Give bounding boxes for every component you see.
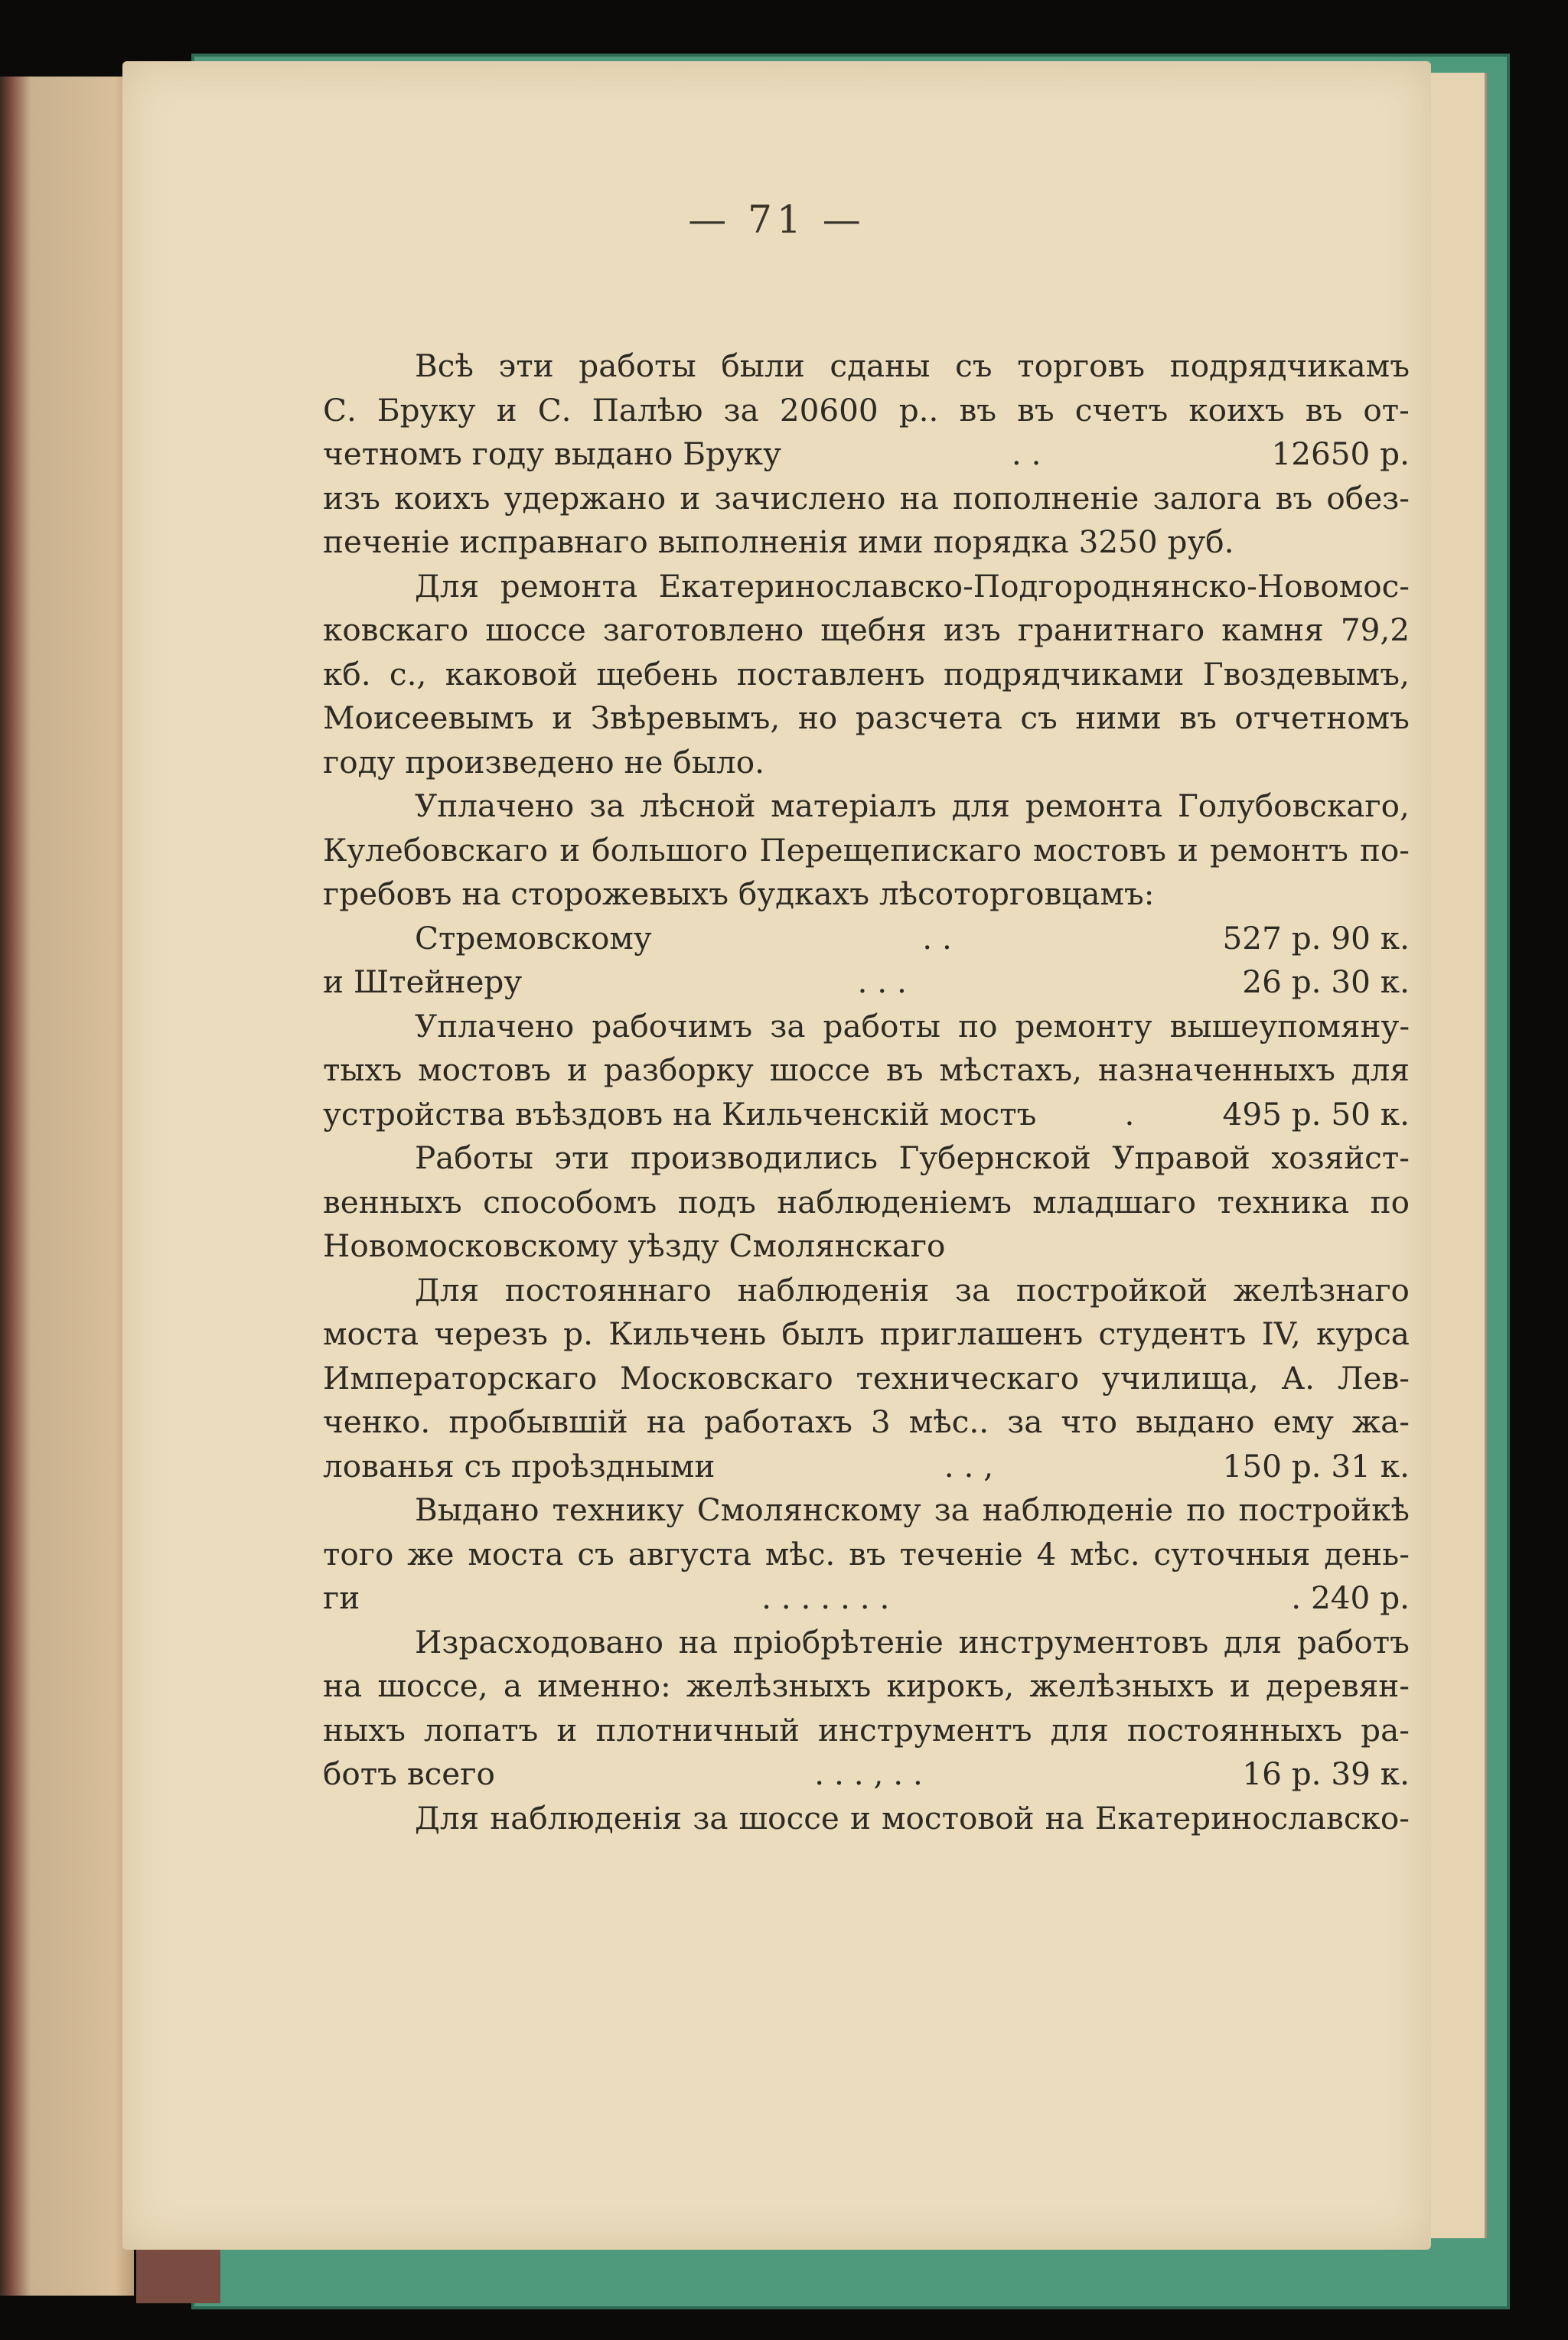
- leader-dots: .: [1124, 1095, 1135, 1133]
- word: 79,2: [1340, 611, 1410, 648]
- word: наблюденія: [490, 1799, 683, 1836]
- book-page: [122, 61, 1431, 2250]
- word: Работы: [415, 1139, 533, 1176]
- word: Лев-: [1337, 1359, 1410, 1397]
- word: 4: [1036, 1535, 1057, 1572]
- word: Выдано: [415, 1491, 540, 1528]
- word: щебень: [596, 655, 719, 693]
- word: мѣстахъ,: [939, 1051, 1083, 1088]
- word: наблюденіе: [982, 1491, 1174, 1528]
- word: шоссе,: [377, 1667, 488, 1704]
- leader-dots: . . . , . .: [814, 1755, 923, 1792]
- word: жа-: [1351, 1403, 1410, 1440]
- text-line: [323, 1048, 1410, 1093]
- word: 3: [870, 1403, 891, 1440]
- word: что: [1061, 1403, 1117, 1440]
- word: но: [797, 699, 838, 736]
- entry-amount: 16 р. 39 к.: [1242, 1755, 1410, 1792]
- word: постройкѣ: [1238, 1491, 1410, 1528]
- word: на: [323, 1667, 363, 1704]
- line-text: гребовъ на сторожевыхъ будкахъ лѣсоторговцамъ:: [323, 875, 1155, 912]
- word: инструментовъ: [958, 1623, 1209, 1660]
- word: для: [1050, 1711, 1109, 1748]
- word: мѣс..: [908, 1403, 989, 1440]
- word: техника: [1217, 1183, 1350, 1221]
- word: на: [646, 1403, 686, 1440]
- word: гранитнаго: [1017, 611, 1205, 648]
- word: разборку: [603, 1051, 754, 1088]
- word: и: [496, 391, 517, 429]
- word: Гвоздевымъ,: [1202, 655, 1410, 693]
- word: съ: [1020, 699, 1058, 736]
- leader-dots: . . .: [857, 963, 907, 1000]
- text-line: [323, 1269, 1410, 1313]
- word: кб.: [323, 655, 371, 693]
- entry-amount: . 240 р.: [1291, 1579, 1410, 1616]
- word: Управой: [1112, 1139, 1250, 1176]
- word: Екатеринославско-: [1094, 1799, 1410, 1836]
- page-number: — 71 —: [688, 197, 865, 242]
- word: суточныя: [1153, 1535, 1311, 1572]
- word: подрядчикамъ: [1169, 347, 1410, 384]
- word: хозяйст-: [1271, 1139, 1410, 1176]
- word: Израсходовано: [415, 1623, 664, 1660]
- word: разсчета: [855, 699, 1002, 736]
- word: щебня: [820, 611, 927, 648]
- word: пробывшій: [448, 1403, 628, 1440]
- word: же: [407, 1535, 455, 1572]
- word: за: [954, 1271, 991, 1309]
- word: вышеупомяну-: [1169, 1007, 1410, 1045]
- word: съ: [955, 347, 993, 384]
- text-line: [323, 1752, 1410, 1797]
- word: производились: [630, 1139, 878, 1176]
- word: за: [1007, 1403, 1043, 1440]
- text-line: [323, 1621, 1410, 1665]
- word: инструментъ: [818, 1711, 1032, 1748]
- word: шоссе: [769, 1051, 871, 1088]
- word: камня: [1221, 611, 1324, 648]
- leader-dots: . . ,: [944, 1447, 994, 1484]
- word: плотничный: [595, 1711, 800, 1748]
- entry-label: четномъ году выдано Бруку: [323, 435, 781, 472]
- word: того: [323, 1535, 394, 1572]
- word: по: [1370, 1183, 1410, 1221]
- word: торговъ: [1017, 347, 1146, 384]
- word: теченіе: [899, 1535, 1023, 1572]
- word: ремонта: [500, 567, 638, 605]
- entry-amount: 12650 р.: [1271, 435, 1410, 472]
- word: и: [559, 831, 581, 869]
- word: матеріалъ: [771, 787, 937, 824]
- word: Губернской: [898, 1139, 1091, 1176]
- word: въ: [885, 1051, 924, 1088]
- word: Для: [415, 1271, 480, 1309]
- word: Императорскаго: [323, 1359, 598, 1397]
- word: мостовъ: [1032, 831, 1166, 869]
- word: сданы: [830, 347, 931, 384]
- word: ему: [1273, 1403, 1334, 1440]
- word: С.: [323, 391, 357, 429]
- text-line: [323, 784, 1410, 829]
- word: поставленъ: [736, 655, 925, 693]
- word: именно:: [537, 1667, 671, 1704]
- text-line: [323, 741, 1410, 785]
- word: постояннаго: [504, 1271, 712, 1309]
- word: от-: [1363, 391, 1410, 429]
- leader-dots: . .: [922, 919, 952, 957]
- word: рабочимъ: [592, 1007, 753, 1045]
- word: венныхъ: [323, 1183, 462, 1221]
- word: подрядчиками: [943, 655, 1185, 693]
- word: работы: [579, 347, 696, 384]
- word: подъ: [677, 1183, 756, 1221]
- word: залога: [1152, 479, 1262, 517]
- word: черезъ: [434, 1315, 548, 1352]
- text-line: [323, 960, 1410, 1005]
- word: въ: [1305, 391, 1343, 429]
- text-line: [323, 1181, 1410, 1225]
- word: въ: [1017, 391, 1055, 429]
- word: ними: [1075, 699, 1162, 736]
- text-line: [323, 565, 1410, 609]
- word: деревян-: [1266, 1667, 1410, 1704]
- word: изъ: [323, 479, 380, 517]
- word: студентъ: [1098, 1315, 1247, 1352]
- text-line: [323, 1005, 1410, 1049]
- word: работахъ: [703, 1403, 852, 1440]
- word: приглашенъ: [879, 1315, 1084, 1352]
- text-line: [323, 917, 1410, 961]
- word: Перещепискаго: [759, 831, 1022, 869]
- text-line: [323, 1400, 1410, 1445]
- word: Уплачено: [415, 787, 575, 824]
- word: ремонта: [1025, 787, 1163, 824]
- text-line: [323, 389, 1410, 433]
- word: младшаго: [1032, 1183, 1197, 1221]
- word: желѣзнаго: [1233, 1271, 1410, 1309]
- word: заготовлено: [602, 611, 804, 648]
- word: постройкой: [1015, 1271, 1208, 1309]
- text-line: [323, 1445, 1410, 1489]
- word: для: [1351, 1051, 1410, 1088]
- word: технику: [552, 1491, 684, 1528]
- word: способомъ: [483, 1183, 657, 1221]
- word: ремонтъ: [1209, 831, 1348, 869]
- word: былъ: [781, 1315, 865, 1352]
- word: работы: [823, 1007, 941, 1045]
- word: эти: [554, 1139, 610, 1176]
- word: счетъ: [1074, 391, 1169, 429]
- entry-amount: 150 р. 31 к.: [1222, 1447, 1410, 1484]
- word: Для: [415, 1799, 480, 1836]
- word: ремонту: [1015, 1007, 1152, 1045]
- word: коихъ: [394, 479, 491, 517]
- word: р..: [898, 391, 939, 429]
- word: въ: [959, 391, 997, 429]
- text-line: [323, 1664, 1410, 1709]
- word: на: [678, 1623, 718, 1660]
- word: по: [958, 1007, 998, 1045]
- word: 20600: [779, 391, 879, 429]
- text-line: [323, 1797, 1410, 1841]
- text-line: [323, 344, 1410, 389]
- leader-dots: . . . . . . .: [761, 1579, 890, 1616]
- word: Уплачено: [415, 1007, 575, 1045]
- word: Моисеевымъ: [323, 699, 534, 736]
- word: пополненіе: [953, 479, 1139, 517]
- text-line: [323, 1357, 1410, 1401]
- word: Кулебовскаго: [323, 831, 549, 869]
- text-line: [323, 477, 1410, 521]
- word: ра-: [1361, 1711, 1410, 1748]
- word: Голубовскаго,: [1177, 787, 1410, 824]
- entry-label: Стремовскому: [415, 919, 652, 957]
- word: мостовой: [882, 1799, 1035, 1836]
- word: по-: [1359, 831, 1410, 869]
- word: для: [951, 787, 1010, 824]
- word: изъ: [943, 611, 1001, 648]
- word: были: [721, 347, 805, 384]
- word: и: [552, 699, 573, 736]
- word: постоянныхъ: [1126, 1711, 1343, 1748]
- word: мѣс.: [1070, 1535, 1140, 1572]
- word: лопатъ: [423, 1711, 539, 1748]
- word: А.: [1281, 1359, 1315, 1397]
- word: въ: [1179, 699, 1217, 736]
- word: въ: [849, 1535, 886, 1572]
- word: и: [566, 1051, 588, 1088]
- word: коихъ: [1188, 391, 1285, 429]
- word: кирокъ,: [886, 1667, 1015, 1704]
- text-line: [323, 520, 1410, 565]
- word: Бруку: [377, 391, 476, 429]
- word: моста: [468, 1535, 564, 1572]
- word: Для: [415, 567, 480, 605]
- word: шоссе: [738, 1799, 839, 1836]
- word: за: [693, 1799, 729, 1836]
- word: желѣзныхъ: [686, 1667, 872, 1704]
- word: и: [1177, 831, 1198, 869]
- word: наблюденія: [737, 1271, 930, 1309]
- word: день-: [1324, 1535, 1410, 1572]
- entry-label: ботъ всего: [323, 1755, 495, 1792]
- word: отчетномъ: [1234, 699, 1410, 736]
- word: большого: [592, 831, 748, 869]
- entry-label: ги: [323, 1579, 360, 1616]
- word: на: [1045, 1799, 1084, 1836]
- line-text: печеніе исправнаго выполненія ими порядка 3250 руб.: [323, 523, 1234, 560]
- word: ченко.: [323, 1403, 431, 1440]
- line-text: году произведено не было.: [323, 743, 764, 781]
- word: Всѣ: [415, 347, 474, 384]
- word: Кильчень: [608, 1315, 767, 1352]
- word: моста: [323, 1315, 419, 1352]
- text-line: [323, 1488, 1410, 1533]
- entry-amount: 527 р. 90 к.: [1222, 919, 1410, 957]
- entry-amount: 26 р. 30 к.: [1242, 963, 1410, 1000]
- word: мѣс.: [764, 1535, 836, 1572]
- word: пріобрѣтеніе: [732, 1623, 944, 1660]
- word: каковой: [445, 655, 579, 693]
- word: наблюденіемъ: [777, 1183, 1012, 1221]
- text-line: [323, 653, 1410, 697]
- word: зачислено: [714, 479, 886, 517]
- text-line: [323, 1576, 1410, 1621]
- line-text: Новомосковскому уѣзду Смолянскаго: [323, 1227, 946, 1264]
- entry-label: устройства въѣздовъ на Кильченскій мостъ: [323, 1095, 1037, 1133]
- word: за: [934, 1491, 970, 1528]
- text-line: [323, 1709, 1410, 1753]
- word: Смолянскому: [696, 1491, 921, 1528]
- word: въ: [1275, 479, 1313, 517]
- word: курса: [1316, 1315, 1410, 1352]
- word: училища,: [1101, 1359, 1259, 1397]
- word: С.: [537, 391, 572, 429]
- entry-label: лованья съ проѣздными: [323, 1447, 716, 1484]
- word: съ: [577, 1535, 614, 1572]
- word: с.,: [389, 655, 427, 693]
- text-line: [323, 1312, 1410, 1357]
- word: Звѣревымъ,: [590, 699, 781, 736]
- text-line: [323, 1093, 1410, 1137]
- word: Московскаго: [619, 1359, 833, 1397]
- word: шоссе: [485, 611, 586, 648]
- word: мостовъ: [418, 1051, 552, 1088]
- word: за: [589, 787, 625, 824]
- word: за: [723, 391, 759, 429]
- word: работъ: [1296, 1623, 1410, 1660]
- word: назначенныхъ: [1097, 1051, 1335, 1088]
- word: обез-: [1326, 479, 1410, 517]
- word: ныхъ: [323, 1711, 406, 1748]
- word: и: [556, 1711, 578, 1748]
- word: тыхъ: [323, 1051, 403, 1088]
- text-line: [323, 432, 1410, 477]
- entry-amount: 495 р. 50 к.: [1222, 1095, 1410, 1133]
- word: и: [680, 479, 701, 517]
- leader-dots: . .: [1011, 435, 1042, 472]
- word: техническаго: [856, 1359, 1080, 1397]
- text-line: [323, 608, 1410, 653]
- text-line: [323, 1224, 1410, 1269]
- word: удержано: [504, 479, 667, 517]
- word: Палѣю: [592, 391, 703, 429]
- body-text: [323, 344, 1410, 1840]
- word: по: [1186, 1491, 1226, 1528]
- previous-page-edge: [0, 77, 134, 2296]
- word: желѣзныхъ: [1029, 1667, 1214, 1704]
- word: р.: [563, 1315, 593, 1352]
- text-line: [323, 696, 1410, 741]
- word: Екатеринославско-Подгороднянско-Новомос-: [658, 567, 1410, 605]
- word: и: [849, 1799, 871, 1836]
- word: на: [899, 479, 939, 517]
- word: IV,: [1261, 1315, 1301, 1352]
- text-line: [323, 1533, 1410, 1577]
- word: лѣсной: [640, 787, 756, 824]
- word: августа: [628, 1535, 751, 1572]
- word: за: [770, 1007, 806, 1045]
- word: ковскаго: [323, 611, 469, 648]
- text-line: [323, 1136, 1410, 1181]
- word: и: [1229, 1667, 1250, 1704]
- entry-label: и Штейнеру: [323, 963, 523, 1000]
- word: эти: [498, 347, 554, 384]
- text-line: [323, 872, 1410, 917]
- word: для: [1223, 1623, 1283, 1660]
- word: выдано: [1136, 1403, 1255, 1440]
- text-line: [323, 829, 1410, 873]
- word: а: [503, 1667, 523, 1704]
